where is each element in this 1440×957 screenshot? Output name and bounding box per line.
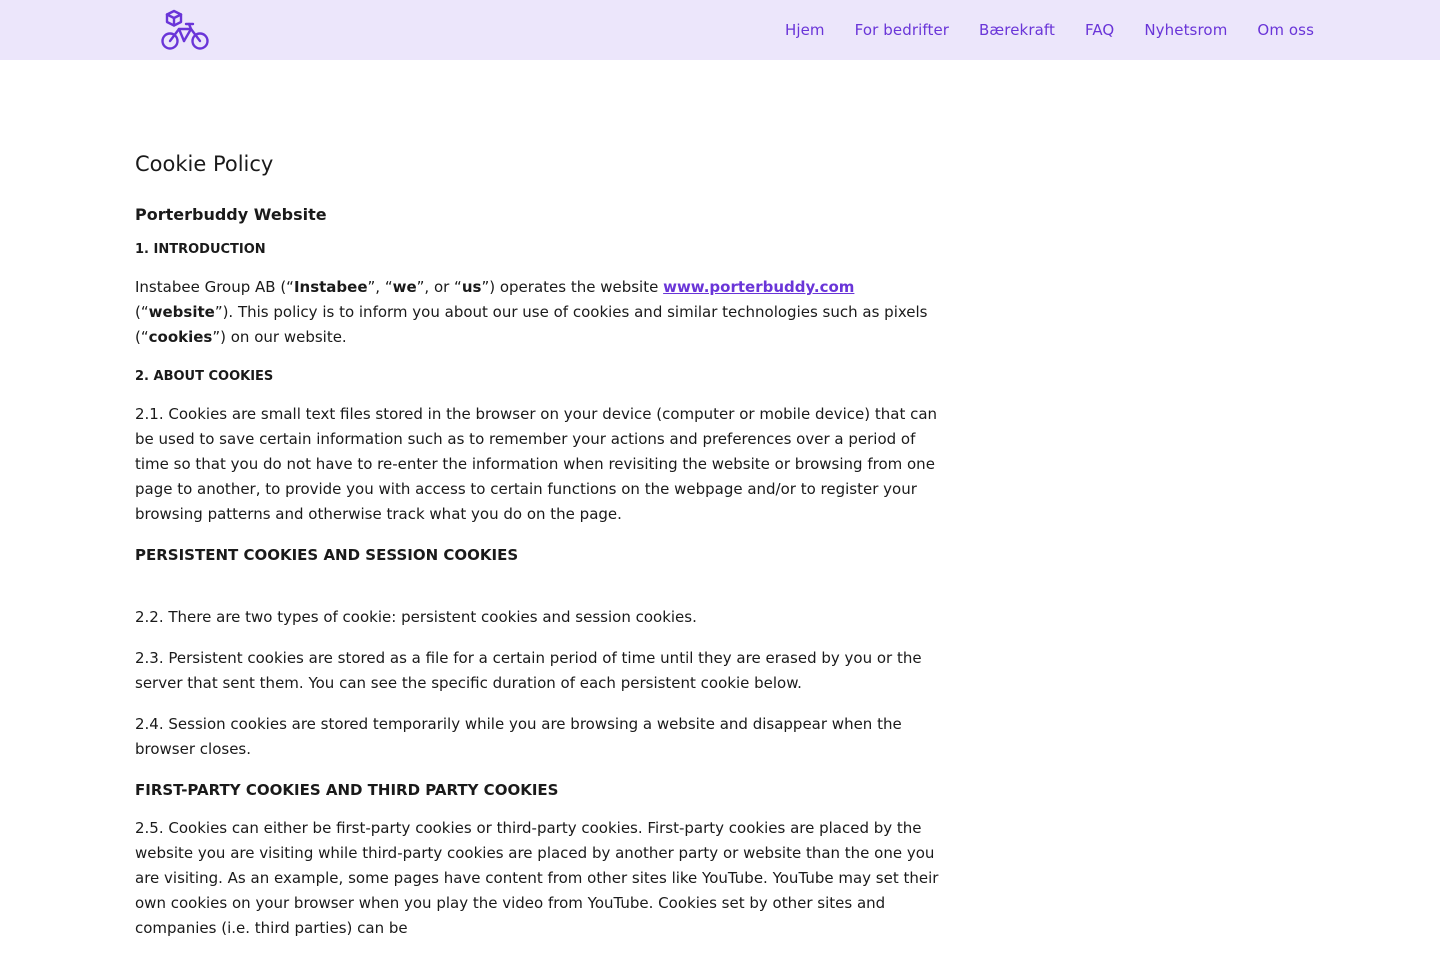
page-title: Cookie Policy xyxy=(135,152,274,176)
section-heading-introduction: 1. INTRODUCTION xyxy=(135,242,266,257)
paragraph-2-4: 2.4. Session cookies are stored temporarily while you are browsing a website and disappear when the browser closes. xyxy=(135,715,902,758)
nav-faq[interactable]: FAQ xyxy=(1084,21,1115,39)
section-heading-about-cookies: 2. ABOUT COOKIES xyxy=(135,369,274,384)
nav-om-oss[interactable]: Om oss xyxy=(1257,21,1314,39)
paragraph-2-5: 2.5. Cookies can either be first-party cookies or third-party cookies. First-party cookies are placed by the website you are visiting while third-party cookies are placed by another party or website than the one you are visiting. As an example, some pages have content from other sites like YouTube. YouTube may set their own cookies on your browser when you play the video from YouTube. Cookies set by other sites and companies (i.e. third parties) can be xyxy=(135,819,939,937)
bike-with-package-icon[interactable] xyxy=(160,9,210,51)
paragraph-2-2: 2.2. There are two types of cookie: persistent cookies and session cookies. xyxy=(135,608,697,626)
heading-first-third-party: FIRST-PARTY COOKIES AND THIRD PARTY COOKIES xyxy=(135,781,559,799)
site-header xyxy=(0,0,1440,60)
nav-nyhetsrom[interactable]: Nyhetsrom xyxy=(1144,21,1228,39)
heading-persistent-session: PERSISTENT COOKIES AND SESSION COOKIES xyxy=(135,546,519,564)
nav-hjem[interactable]: Hjem xyxy=(784,21,825,39)
nav-baerekraft[interactable]: Bærekraft xyxy=(979,21,1055,39)
paragraph-2-3: 2.3. Persistent cookies are stored as a file for a certain period of time until they are erased by you or the server that sent them. You can see the specific duration of each persistent cookie below. xyxy=(135,649,922,692)
nav-for-bedrifter[interactable]: For bedrifter xyxy=(854,21,950,39)
main-nav xyxy=(785,0,1314,60)
page-subtitle: Porterbuddy Website xyxy=(135,205,327,224)
policy-content xyxy=(135,148,947,957)
intro-paragraph: Instabee Group AB (“Instabee”, “we”, or “us”) operates the website www.porterbuddy.com (“website”). This policy is to inform you about our use of cookies and similar technologies such as pixels (“cookies”) on our website. xyxy=(135,278,928,346)
paragraph-2-1: 2.1. Cookies are small text files stored in the browser on your device (computer or mobile device) that can be used to save certain information such as to remember your actions and preferences over a period of time so that you do not have to re-enter the information when revisiting the website or browsing from one page to another, to provide you with access to certain functions on the webpage and/or to register your browsing patterns and otherwise track what you do on the page. xyxy=(135,405,938,523)
website-link[interactable]: www.porterbuddy.com xyxy=(663,278,855,296)
